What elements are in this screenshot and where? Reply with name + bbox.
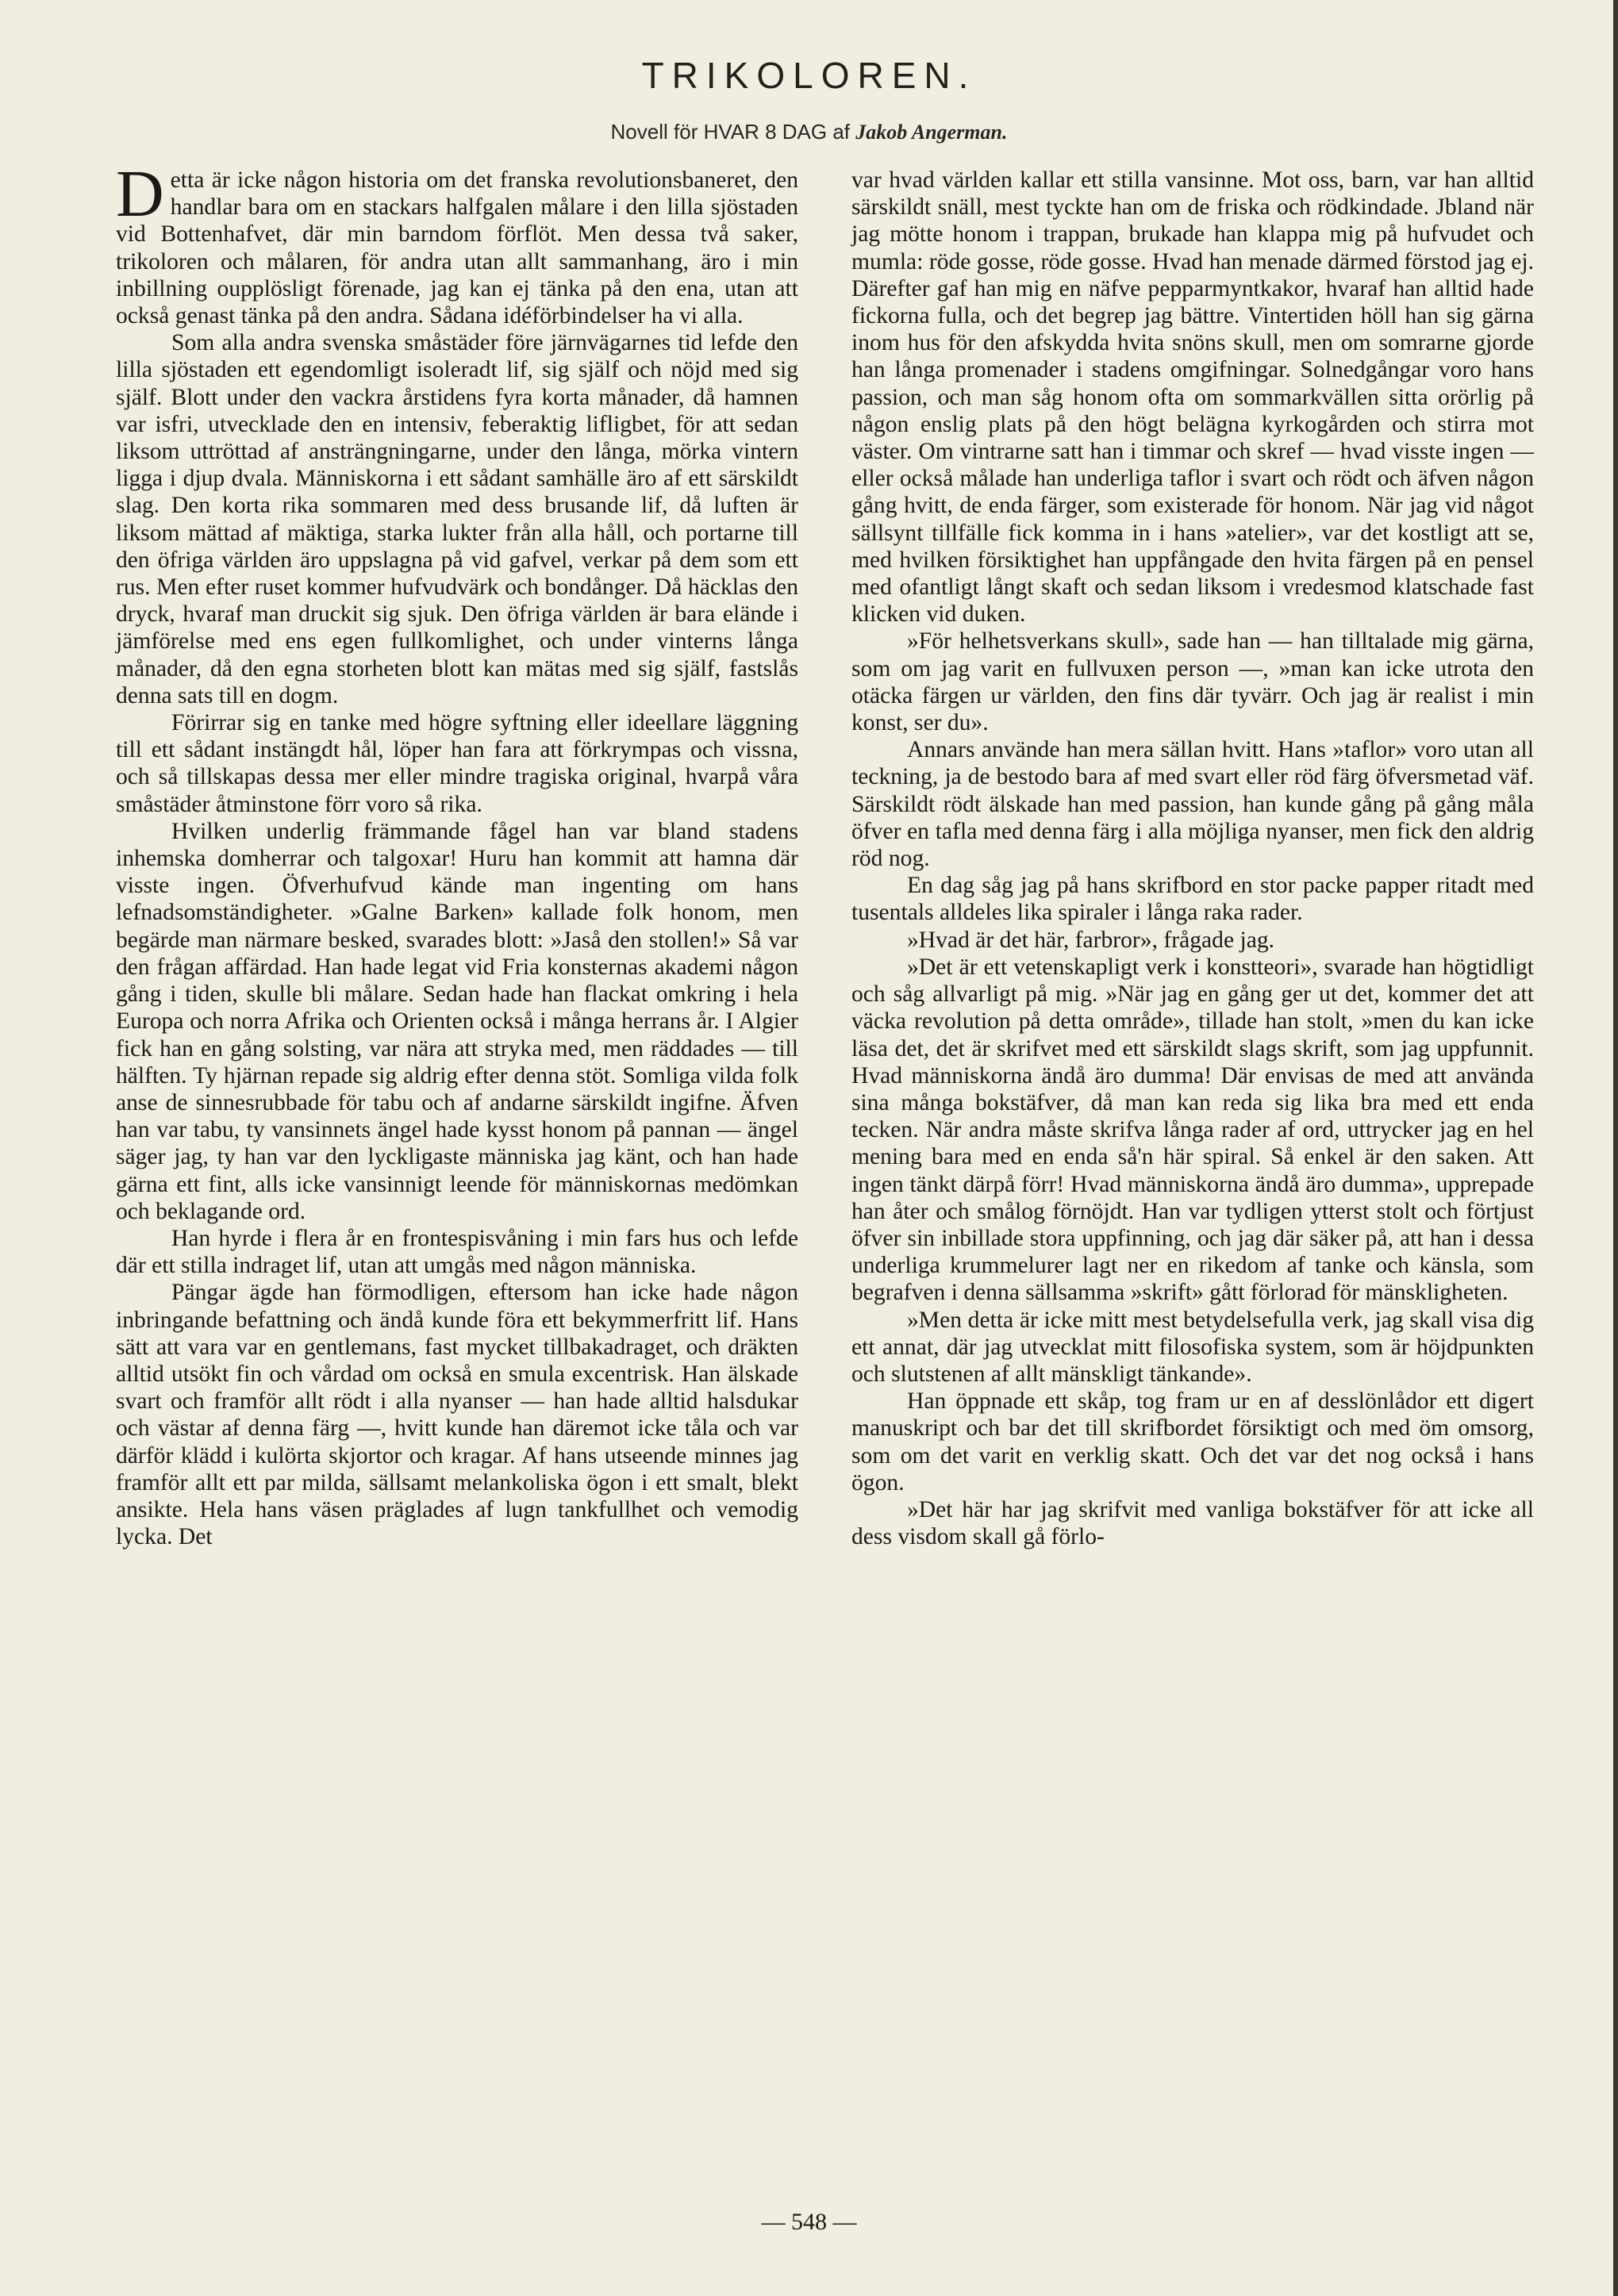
page-number: — 548 —	[761, 2209, 857, 2235]
paragraph: Pängar ägde han förmodligen, eftersom han icke hade någon inbringande befattning och ändå kunde föra ett bekymmerfritt lif. Hans sätt att vara var en gentlemans, fast mycket tillbakadraget, och dräkten alltid utsökt fin och vårdad om också en smula excentrisk. Han älskade svart och framför allt rödt i alla nyanser — han hade alltid halsdukar och västar af denna färg —, hvitt kunde han däremot icke tåla och var därför klädd i kulörta skjortor och kragar. Af hans utseende minnes jag framför allt ett par milda, sällsamt melankoliska ögon i ett smalt, blekt ansikte. Hela hans väsen präglades af lugn tankfullhet och vemodig lycka. Det	[116, 1280, 798, 1550]
paragraph: var hvad världen kallar ett stilla vansinne. Mot oss, barn, var han alltid särskildt snäll, mest tyckte han om de friska och rödkindade. Jbland när jag mötte honom i trappan, brukade han klappa mig på hufvudet och mumla: röde gosse, röde gosse. Hvad han menade därmed förstod jag ej. Därefter gaf han mig en näfve pepparmyntkakor, hvaraf han alltid hade fickorna fulla, och det begrep jag bättre. Vintertiden höll han sig gärna inom hus för den afskydda hvita snöns skull, men om somrarne gjorde han långa promenader i stadens omgifningar. Solnedgångar voro hans passion, och man såg honom ofta om sommarkvällen sitta orörlig på någon enslig plats på den högt belägna kyrkogården och stirra mot väster. Om vintrarne satt han i timmar och skref — hvad visste ingen — eller också målade han underliga taflor i svart och rödt och äfven någon gång hvitt, de enda färger, som existerade för honom. När jag vid något sällsynt tillfälle fick komma in i hans »atelier», var det kostligt att se, med hvilken försiktighet han uppfångade den hvita färgen på en pensel med ofantligt långt skaft och sedan liksom i vredesmod klatschade fast klicken vid duken.	[851, 167, 1534, 628]
paragraph: »För helhetsverkans skull», sade han — han tilltalade mig gärna, som om jag varit en fullvuxen person —, »man kan icke utrota den otäcka färgen ur världen, den fins där tyvärr. Och jag är realist i min konst, ser du».	[851, 628, 1534, 736]
paragraph: En dag såg jag på hans skrifbord en stor packe papper ritadt med tusentals alldeles lika spiraler i långa raka rader.	[851, 873, 1534, 926]
paragraph: Han hyrde i flera år en frontespisvåning i min fars hus och lefde där ett stilla indraget lif, utan att umgås med någon människa.	[116, 1225, 798, 1279]
right-column	[851, 167, 1534, 1550]
article-title: TRIKOLOREN.	[641, 55, 977, 96]
paragraph: »Hvad är det här, farbror», frågade jag.	[907, 927, 1275, 953]
paragraph: »Det är ett vetenskapligt verk i konstteori», svarade han högtidligt och såg allvarligt på mig. »När jag en gång ger ut det, kommer det att väcka revolution på detta område», tillade han stolt, »men du kan icke läsa det, det är skrifvet med ett särskildt slags skrift, som jag uppfunnit. Hvad människorna ändå äro dumma! Där envisas de med att använda sina många bokstäfver, då man kan reda sig lika bra med ett enda tecken. När andra måste skrifva långa rader af ord, uttrycker jag en hel mening bara med en enda så'n här spiral. Så enkel är den saken. Att ingen tänkt därpå förr! Hvad människorna ändå äro dumma», upprepade han åter och smålog förnöjdt. Han var tydligen ytterst stolt och förtjust öfver sin inbillade stora uppfinning, och jag där säker på, att han i dessa underliga krummelurer lagt ner en rikedom af tanke och känsla, som begrafven i denna sällsamma »skrift» gått förlorad för mänskligheten.	[851, 954, 1534, 1306]
paragraph: Annars använde han mera sällan hvitt. Hans »taflor» voro utan all teckning, ja de bestodo bara af med svart eller röd färg öfversmetad väf. Särskildt rödt älskade han med passion, han kunde gång på gång måla öfver en tafla med denna färg i alla möjliga nyanser, men fick den aldrig röd nog.	[851, 737, 1534, 872]
paragraph: Han öppnade ett skåp, tog fram ur en af desslönlådor ett digert manuskript och bar det till skrifbordet försiktigt och med öm omsorg, som om det varit en verklig skatt. Och det var det nog också i hans ögon.	[851, 1388, 1534, 1495]
left-column	[116, 157, 798, 1550]
paragraph: Förirrar sig en tanke med högre syftning eller ideellare läggning till ett sådant instängdt hål, löper han fara att förkrympas och vissna, och så tillskapas dessa mer eller mindre tragiska original, hvarpå våra småstäder åtminstone förr voro så rika.	[116, 710, 798, 817]
subtitle-prefix: Novell för HVAR 8 DAG af	[610, 120, 851, 144]
page-edge	[1613, 0, 1618, 2296]
paragraph: Som alla andra svenska småstäder före järnvägarnes tid lefde den lilla sjöstaden ett egendomligt isoleradt lif, sig själf och nöjd med sig själf. Blott under den vackra årstidens fyra korta månader, då hamnen var isfri, utvecklade den en intensiv, feberaktig lifligbet, för att sedan liksom uttröttad af ansträngningarne, under den långa, mörka vintern ligga i djup dvala. Människorna i ett sådant samhälle äro af ett särskildt slag. Den korta rika sommaren med dess brusande lif, då luften är liksom mättad af mäktiga, starka lukter från alla håll, och portarne till den öfriga världen äro uppslagna på vid gafvel, verkar på dem som ett rus. Men efter ruset kommer hufvudvärk och bondånger. Då häcklas den dryck, hvaraf man druckit sig sjuk. Den öfriga världen är bara elände i jämförelse med ens egen fullkomlighet, och under vinterns långa månader, då den egna storheten blott kan mätas med sig själf, fastslås denna sats till en dogm.	[116, 330, 798, 708]
paragraph: Detta är icke någon historia om det franska revolutionsbaneret, den handlar bara om en stackars halfgalen målare i den lilla sjöstaden vid Bottenhafvet, där min barndom förflöt. Men dessa två saker, trikoloren och målaren, för andra utan allt sammanhang, äro i min inbillning oupplösligt förenade, jag kan ej tänka på den ena, utan att också genast tänka på den andra. Sådana idéförbindelser ha vi alla.	[116, 157, 798, 329]
author-name: Jakob Angerman.	[855, 121, 1008, 144]
article-subtitle	[0, 120, 1618, 144]
paragraph: »Men detta är icke mitt mest betydelsefulla verk, jag skall visa dig ett annat, där jag utvecklat mitt filosofiska system, som är höjdpunkten och slutstenen af allt mänskligt tänkande».	[851, 1307, 1534, 1387]
paragraph: »Det här har jag skrifvit med vanliga bokstäfver för att icke all dess visdom skall gå förlo-	[851, 1496, 1534, 1550]
paragraph: Hvilken underlig främmande fågel han var bland stadens inhemska domherrar och talgoxar! Huru han kommit att hamna där visste ingen. Öfverhufvud kände man ingenting om hans lefnadsomständigheter. »Galne Barken» kallade folk honom, men begärde man närmare besked, svarades blott: »Jaså den stollen!» Så var den frågan affärdad. Han hade legat vid Fria konsternas akademi någon gång i tiden, skulle bli målare. Sedan hade han flackat omkring i hela Europa och norra Afrika och Orienten också i många herrans år. I Algier fick han en gång solsting, var nära att stryka med, men räddades — till hälften. Ty hjärnan repade sig aldrig efter denna stöt. Somliga vilda folk anse de sinnesrubbade för tabu och af andarne särskildt ingifne. Äfven han var tabu, ty vansinnets ängel hade kysst honom på pannan — ängel säger jag, ty han var den lyckligaste människa jag känt, och han hade gärna ett fint, alls icke vansinnigt leende för människornas medömkan och beklagande ord.	[116, 818, 798, 1224]
drop-cap: D	[116, 157, 164, 231]
